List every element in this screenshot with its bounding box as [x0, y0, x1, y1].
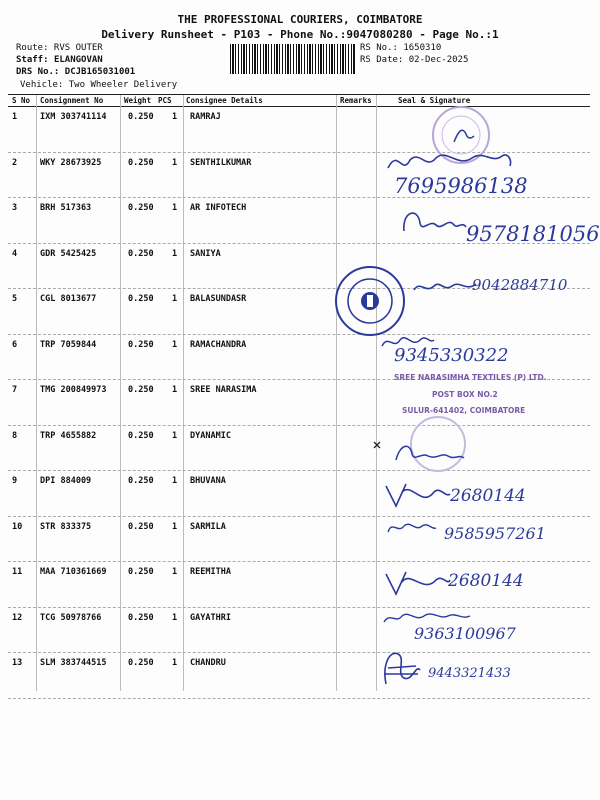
- cell-sno: 12: [12, 612, 23, 623]
- cell-sno: 3: [12, 203, 18, 213]
- cell-consignment: SLM 383744515: [40, 658, 107, 668]
- signature-row2-icon: [380, 146, 530, 176]
- cell-weight: 0.250: [128, 203, 154, 213]
- cell-weight: 0.250: [128, 476, 154, 486]
- cell-consignee: BHUVANA: [190, 476, 226, 486]
- staff: [16, 55, 103, 65]
- rs-date: RS Date: 02-Dec-2025: [360, 55, 469, 65]
- cell-sno: 11: [12, 567, 23, 577]
- vehicle: Vehicle: Two Wheeler Delivery: [20, 80, 178, 90]
- cell-consignee: REEMITHA: [190, 567, 231, 577]
- cell-consignee: SENTHILKUMAR: [190, 157, 252, 168]
- signature-row11-icon: [382, 566, 452, 600]
- company-stamp-city: SULUR-641402, COIMBATORE: [402, 406, 526, 415]
- cell-sno: 1: [12, 112, 18, 122]
- rs-number: RS No.: 1650310: [360, 43, 442, 53]
- cell-sno: 5: [12, 294, 18, 304]
- cell-consignment: TRP 7059844: [40, 339, 97, 350]
- cell-consignment: IXM 303741114: [40, 112, 107, 122]
- cell-sno: 13: [12, 658, 23, 668]
- route: Route: RVS OUTER: [16, 43, 103, 53]
- cell-consignment: CGL 8013677: [40, 294, 97, 304]
- cell-weight: 0.250: [128, 521, 154, 532]
- cell-consignee: RAMRAJ: [190, 112, 221, 122]
- runsheet-subtitle: Delivery Runsheet - P103 - Phone No.:9047080280 - Page No.:1: [101, 28, 499, 41]
- cell-pcs: 1: [172, 385, 178, 395]
- cell-weight: 0.250: [128, 294, 154, 304]
- cell-consignee: GAYATHRI: [190, 612, 231, 623]
- signature-phone-row3: 9578181056: [466, 222, 600, 246]
- cell-consignment: GDR 5425425: [40, 248, 97, 259]
- drs-label: DRS No.:: [16, 67, 60, 77]
- row-divider: [8, 698, 590, 699]
- cell-sno: 6: [12, 339, 18, 350]
- table-row: [0, 379, 600, 425]
- cell-sno: 2: [12, 157, 18, 168]
- cell-consignee: AR INFOTECH: [190, 203, 247, 213]
- cell-consignee: SREE NARASIMA: [190, 385, 257, 395]
- cell-pcs: 1: [172, 248, 178, 259]
- signature-phone-row12: 9363100967: [414, 624, 516, 643]
- cell-sno: 9: [12, 476, 18, 486]
- cell-consignment: WKY 28673925: [40, 157, 102, 168]
- signature-phone-row10: 9585957261: [444, 524, 546, 543]
- cell-weight: 0.250: [128, 430, 154, 441]
- cell-sno: 10: [12, 521, 23, 532]
- company-stamp-name: SREE NARASIMHA TEXTILES (P) LTD.: [394, 373, 547, 382]
- col-header-sno: S No: [12, 96, 31, 105]
- staff-label: Staff:: [16, 55, 49, 65]
- signature-row10-icon: [386, 518, 438, 536]
- table-row: [0, 106, 600, 152]
- drs-number: [16, 67, 135, 77]
- cell-consignment: MAA 710361669: [40, 567, 107, 577]
- cell-consignment: BRH 517363: [40, 203, 92, 213]
- cell-consignment: TCG 50978766: [40, 612, 102, 623]
- signature-row4-icon: [410, 272, 480, 298]
- cell-pcs: 1: [172, 567, 178, 577]
- pnb-housing-stamp-icon: [334, 265, 406, 337]
- barcode: [230, 44, 356, 74]
- cell-consignment: TMG 200849973: [40, 385, 107, 395]
- cell-pcs: 1: [172, 658, 178, 668]
- cell-weight: 0.250: [128, 248, 154, 259]
- signature-phone-row9: 2680144: [450, 486, 526, 506]
- signature-phone-row4: 9042884710: [472, 276, 568, 294]
- cell-weight: 0.250: [128, 385, 154, 395]
- cell-pcs: 1: [172, 157, 178, 168]
- table-top-rule: [8, 94, 590, 95]
- signature-phone-row6: 9345330322: [394, 345, 509, 366]
- cell-consignment: DPI 884009: [40, 476, 92, 486]
- cell-weight: 0.250: [128, 112, 154, 122]
- cell-sno: 7: [12, 385, 18, 395]
- cell-weight: 0.250: [128, 339, 154, 350]
- cell-weight: 0.250: [128, 612, 154, 623]
- signature-row9-icon: [382, 478, 452, 512]
- signature-phone-row13: 9443321433: [428, 666, 511, 681]
- cell-consignee: BALASUNDASR: [190, 294, 247, 304]
- company-stamp-box: POST BOX NO.2: [432, 390, 498, 399]
- cell-consignment: TRP 4655882: [40, 430, 97, 441]
- cell-consignment: STR 833375: [40, 521, 92, 532]
- signature-phone-row2: 7695986138: [394, 174, 528, 198]
- table-row: [0, 288, 600, 334]
- signature-phone-row11: 2680144: [448, 571, 524, 591]
- cell-consignee: SANIYA: [190, 248, 221, 259]
- cell-pcs: 1: [172, 203, 178, 213]
- cell-pcs: 1: [172, 476, 178, 486]
- col-header-weight: Weight: [124, 96, 152, 105]
- cell-pcs: 1: [172, 612, 178, 623]
- cell-consignee: RAMACHANDRA: [190, 339, 247, 350]
- signature-row13-icon: [376, 644, 426, 692]
- col-header-pcs: PCS: [158, 96, 172, 105]
- company-title: THE PROFESSIONAL COURIERS, COIMBATORE: [177, 13, 423, 26]
- table-row: [0, 425, 600, 471]
- cell-consignee: CHANDRU: [190, 658, 226, 668]
- cell-sno: 8: [12, 430, 18, 441]
- col-header-seal: Seal & Signature: [398, 96, 471, 105]
- cell-sno: 4: [12, 248, 18, 259]
- cell-pcs: 1: [172, 339, 178, 350]
- signature-row8-icon: [370, 434, 470, 466]
- signature-row3-icon: [398, 205, 468, 239]
- cell-consignee: DYANAMIC: [190, 430, 231, 441]
- cell-pcs: 1: [172, 112, 178, 122]
- cell-consignee: SARMILA: [190, 521, 226, 532]
- cell-pcs: 1: [172, 430, 178, 441]
- col-header-remarks: Remarks: [340, 96, 372, 105]
- cell-weight: 0.250: [128, 658, 154, 668]
- cell-weight: 0.250: [128, 567, 154, 577]
- col-header-consignment: Consignment No: [40, 96, 104, 105]
- cell-pcs: 1: [172, 521, 178, 532]
- drs-value: DCJB165031001: [64, 67, 136, 77]
- col-header-consignee: Consignee Details: [186, 96, 263, 105]
- staff-value: ELANGOVAN: [53, 55, 103, 65]
- cell-weight: 0.250: [128, 157, 154, 168]
- cell-pcs: 1: [172, 294, 178, 304]
